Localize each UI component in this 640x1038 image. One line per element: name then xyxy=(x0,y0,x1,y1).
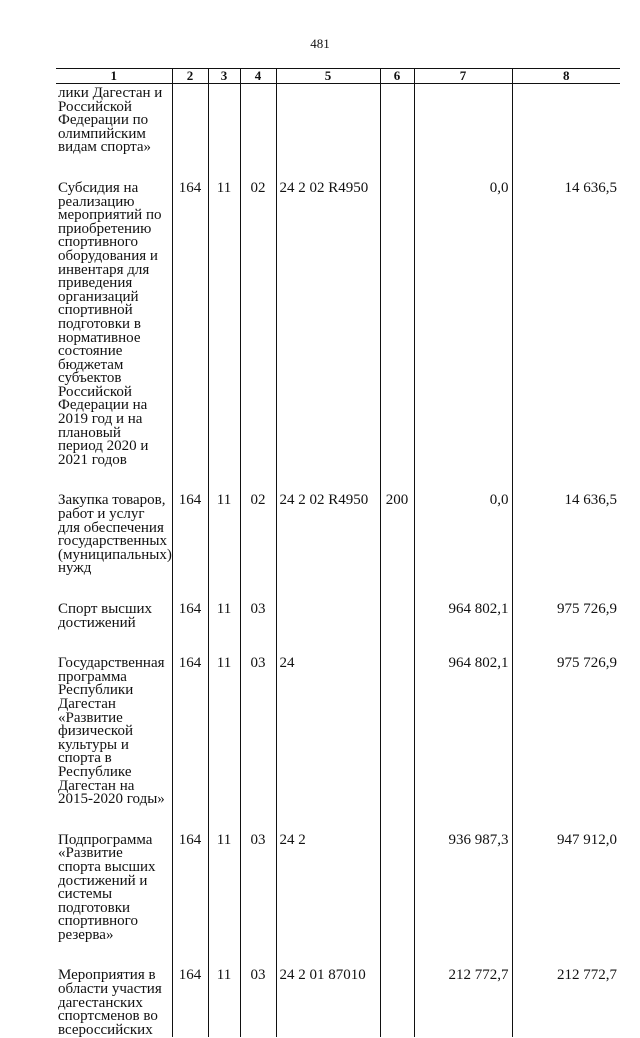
cell-ministry-code: 164 xyxy=(172,831,208,943)
cell-amount-col7: 964 802,1 xyxy=(414,600,512,630)
cell-ministry-code: 164 xyxy=(172,654,208,807)
table-row xyxy=(56,831,620,943)
cell-amount-col7 xyxy=(414,84,512,155)
cell-expense-type xyxy=(380,831,414,943)
col-header-7: 7 xyxy=(414,69,512,84)
col-header-2: 2 xyxy=(172,69,208,84)
col-header-6: 6 xyxy=(380,69,414,84)
cell-ministry-code: 164 xyxy=(172,179,208,467)
row-spacer xyxy=(56,155,620,179)
row-name: лики Дагестан и Российской Федерации по олимпийским видам спорта» xyxy=(56,84,172,155)
table-row xyxy=(56,84,620,155)
col-header-1: 1 xyxy=(56,69,172,84)
budget-table xyxy=(56,68,620,1037)
cell-expense-type xyxy=(380,654,414,807)
table-header-row xyxy=(56,69,620,84)
cell-amount-col8: 947 912,0 xyxy=(512,831,620,943)
cell-amount-col7: 936 987,3 xyxy=(414,831,512,943)
table-row xyxy=(56,179,620,467)
row-name: Субсидия на реализацию мероприятий по приобретению спортивного оборудования и инвентаря для приведения организаций спортивной подготовки в нормативное состояние бюджетам субъектов Российской Федерации на 2019 год и на плановый период 2020 и 2021 годов xyxy=(56,179,172,467)
cell-target-article: 24 xyxy=(276,654,380,807)
cell-ministry-code: 164 xyxy=(172,600,208,630)
row-spacer xyxy=(56,630,620,654)
table-row xyxy=(56,654,620,807)
cell-section: 11 xyxy=(208,600,240,630)
row-spacer xyxy=(56,576,620,600)
cell-subsection: 03 xyxy=(240,600,276,630)
cell-subsection: 03 xyxy=(240,654,276,807)
col-header-8: 8 xyxy=(512,69,620,84)
row-spacer xyxy=(56,807,620,831)
table-row xyxy=(56,600,620,630)
row-spacer xyxy=(56,942,620,966)
cell-ministry-code xyxy=(172,84,208,155)
cell-section xyxy=(208,84,240,155)
table-row xyxy=(56,491,620,576)
cell-amount-col8: 975 726,9 xyxy=(512,654,620,807)
cell-amount-col7: 0,0 xyxy=(414,491,512,576)
cell-section: 11 xyxy=(208,966,240,1037)
cell-expense-type: 200 xyxy=(380,491,414,576)
cell-subsection: 03 xyxy=(240,831,276,943)
cell-amount-col8: 14 636,5 xyxy=(512,491,620,576)
cell-subsection: 02 xyxy=(240,491,276,576)
cell-amount-col8: 975 726,9 xyxy=(512,600,620,630)
cell-target-article: 24 2 02 R4950 xyxy=(276,179,380,467)
cell-subsection xyxy=(240,84,276,155)
cell-ministry-code: 164 xyxy=(172,966,208,1037)
cell-subsection: 02 xyxy=(240,179,276,467)
col-header-4: 4 xyxy=(240,69,276,84)
cell-amount-col7: 212 772,7 xyxy=(414,966,512,1037)
cell-expense-type xyxy=(380,179,414,467)
cell-amount-col8: 212 772,7 xyxy=(512,966,620,1037)
row-spacer xyxy=(56,467,620,491)
cell-target-article xyxy=(276,600,380,630)
cell-section: 11 xyxy=(208,654,240,807)
page-number: 481 xyxy=(310,36,330,51)
row-name: Мероприятия в области участия дагестанских спортсменов во всероссийских xyxy=(56,966,172,1037)
cell-ministry-code: 164 xyxy=(172,491,208,576)
row-name: Закупка товаров, работ и услуг для обеспечения государственных (муниципальных) нужд xyxy=(58,492,172,577)
row-name: Подпрограмма «Развитие спорта высших достижений и системы подготовки спортивного резерва» xyxy=(56,831,172,943)
cell-subsection: 03 xyxy=(240,966,276,1037)
cell-amount-col8: 14 636,5 xyxy=(512,179,620,467)
cell-expense-type xyxy=(380,600,414,630)
cell-amount-col8 xyxy=(512,84,620,155)
cell-target-article: 24 2 01 87010 xyxy=(276,966,380,1037)
col-header-3: 3 xyxy=(208,69,240,84)
row-name: Спорт высших достижений xyxy=(56,600,172,630)
cell-target-article: 24 2 02 R4950 xyxy=(276,491,380,576)
cell-expense-type xyxy=(380,84,414,155)
cell-expense-type xyxy=(380,966,414,1037)
cell-section: 11 xyxy=(208,831,240,943)
cell-target-article xyxy=(276,84,380,155)
col-header-5: 5 xyxy=(276,69,380,84)
cell-section: 11 xyxy=(208,179,240,467)
cell-amount-col7: 964 802,1 xyxy=(414,654,512,807)
cell-amount-col7: 0,0 xyxy=(414,179,512,467)
cell-target-article: 24 2 xyxy=(276,831,380,943)
row-name: Государственная программа Республики Дагестан «Развитие физической культуры и спорта в Республике Дагестан на 2015-2020 годы» xyxy=(56,654,172,807)
cell-section: 11 xyxy=(208,491,240,576)
table-row xyxy=(56,966,620,1037)
